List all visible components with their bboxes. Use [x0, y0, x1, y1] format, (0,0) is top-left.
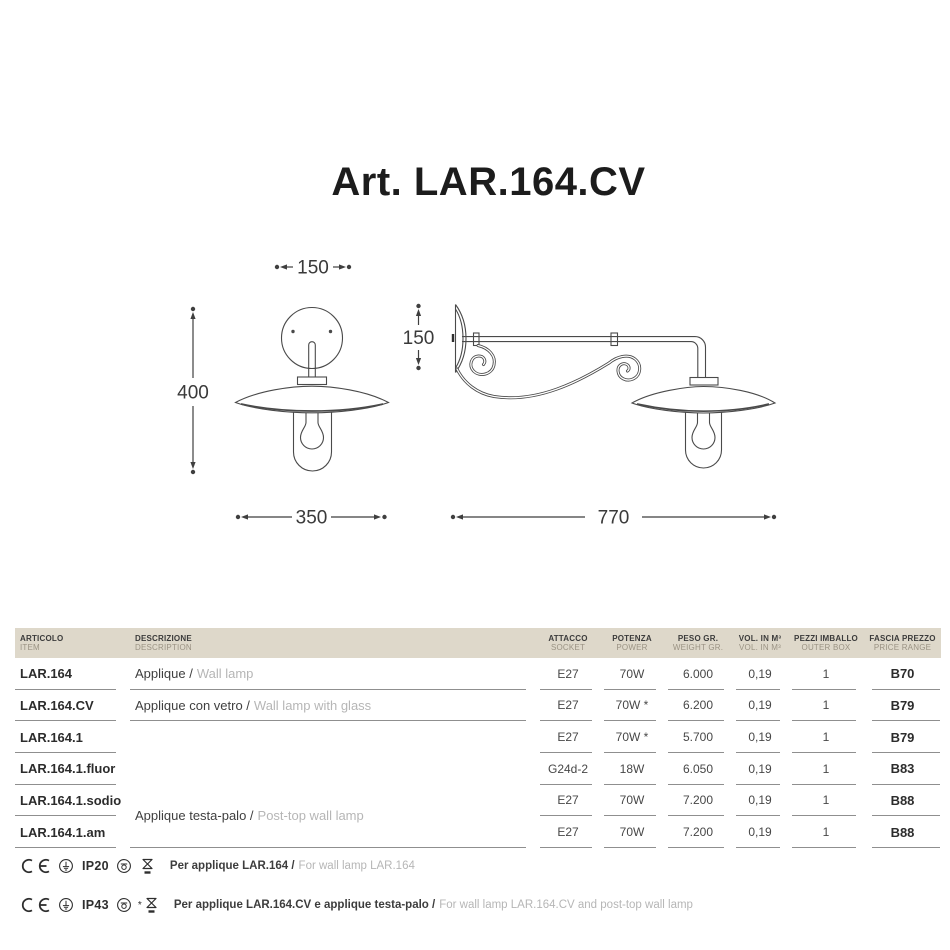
socket-cell: E27	[536, 690, 600, 722]
front-glass-tube	[294, 413, 332, 472]
socket-cell: E27	[536, 658, 600, 690]
side-bulb	[692, 413, 715, 449]
weight-cell: 6.000	[664, 658, 732, 690]
dim-label-150-side: 150	[402, 328, 435, 349]
front-view-drawing	[177, 258, 388, 529]
ce-mark-icon	[20, 858, 52, 874]
side-glass-tube	[686, 413, 722, 469]
side-wall-screw	[452, 334, 454, 342]
dim-label-400: 400	[177, 382, 209, 404]
hourglass-symbol-icon	[141, 858, 154, 875]
pieces-cell: 1	[788, 816, 864, 848]
volume-cell: 0,19	[732, 816, 788, 848]
dimension-side-height	[403, 304, 435, 370]
article-cell: LAR.164.CV	[15, 690, 130, 722]
table-row	[15, 753, 941, 785]
table-body	[15, 658, 941, 848]
front-wall-plate	[282, 308, 343, 369]
pieces-cell: 1	[788, 721, 864, 753]
description-cell: Applique / Wall lamp	[130, 658, 536, 690]
side-arm-inner	[462, 342, 698, 378]
earth-ground-icon	[58, 897, 74, 913]
header-volume: VOL. IN M³ VOL. IN M³	[738, 633, 782, 652]
lamp-symbol-icon	[116, 858, 132, 874]
weight-cell: 7.200	[664, 785, 732, 817]
footnote-ip43	[20, 894, 693, 916]
merged-description-cell: Applique testa-palo / Post-top wall lamp	[135, 808, 364, 823]
weight-cell: 7.200	[664, 816, 732, 848]
table-row	[15, 721, 941, 753]
ce-mark-icon	[20, 897, 52, 913]
side-wall-plate	[456, 305, 467, 373]
socket-cell: E27	[536, 785, 600, 817]
lamp-symbol-icon	[116, 897, 132, 913]
volume-cell: 0,19	[732, 658, 788, 690]
header-potenza: POTENZA POWER	[612, 633, 652, 652]
socket-cell: E27	[536, 721, 600, 753]
asterisk: *	[137, 899, 142, 911]
volume-cell: 0,19	[732, 753, 788, 785]
header-descrizione: DESCRIZIONE DESCRIPTION	[135, 633, 192, 652]
power-cell: 70W *	[600, 721, 664, 753]
pieces-cell: 1	[788, 785, 864, 817]
side-view-drawing	[403, 304, 777, 529]
socket-cell: E27	[536, 816, 600, 848]
article-cell: LAR.164	[15, 658, 130, 690]
side-scroll-bracket	[457, 346, 640, 398]
power-cell: 70W	[600, 785, 664, 817]
dimension-front-base	[236, 508, 387, 529]
price-cell: B88	[864, 816, 941, 848]
price-cell: B83	[864, 753, 941, 785]
ip-rating: IP43	[82, 898, 109, 912]
header-fascia: FASCIA PREZZO PRICE RANGE	[869, 633, 936, 652]
price-cell: B79	[864, 721, 941, 753]
power-cell: 18W	[600, 753, 664, 785]
dimension-side-length	[451, 508, 776, 529]
dimension-front-width	[275, 258, 351, 279]
article-cell: LAR.164.1.fluor	[15, 753, 130, 785]
footnote-text: Per applique LAR.164 / For wall lamp LAR.164	[169, 860, 415, 872]
dim-label-350: 350	[295, 507, 328, 529]
header-peso: PESO GR. WEIGHT GR.	[672, 633, 724, 652]
side-mount-block	[690, 378, 718, 386]
footnote-text: Per applique LAR.164.CV e applique testa-palo / For wall lamp LAR.164.CV and post-top wall lamp	[173, 899, 693, 911]
table-header-row	[15, 628, 941, 658]
front-stem	[309, 342, 316, 377]
socket-cell: G24d-2	[536, 753, 600, 785]
front-shade	[236, 386, 389, 413]
front-bulb	[301, 413, 324, 449]
pieces-cell: 1	[788, 658, 864, 690]
page-title: Art. LAR.164.CV	[331, 160, 646, 204]
weight-cell: 6.050	[664, 753, 732, 785]
dimension-front-height	[177, 307, 209, 474]
dim-label-150-top: 150	[297, 257, 329, 279]
volume-cell: 0,19	[732, 721, 788, 753]
hourglass-symbol-icon	[145, 897, 158, 914]
article-cell: LAR.164.1	[15, 721, 130, 753]
technical-drawing	[150, 240, 830, 540]
description-cell: Applique con vetro / Wall lamp with glass	[130, 690, 536, 722]
front-mount-block	[298, 377, 327, 385]
volume-cell: 0,19	[732, 785, 788, 817]
earth-ground-icon	[58, 858, 74, 874]
side-shade-rim	[637, 404, 769, 411]
price-cell: B70	[864, 658, 941, 690]
power-cell: 70W	[600, 816, 664, 848]
weight-cell: 6.200	[664, 690, 732, 722]
weight-cell: 5.700	[664, 721, 732, 753]
power-cell: 70W *	[600, 690, 664, 722]
front-shade-rim	[241, 404, 383, 411]
description-cell	[130, 753, 536, 785]
article-cell: LAR.164.1.sodio	[15, 785, 130, 817]
front-screw-left	[291, 330, 294, 333]
dim-label-770: 770	[597, 507, 630, 529]
side-arm-collar-1	[474, 333, 480, 346]
side-arm-outer	[462, 337, 706, 378]
front-screw-right	[329, 330, 332, 333]
table-row	[15, 690, 941, 722]
price-cell: B79	[864, 690, 941, 722]
description-cell	[130, 721, 536, 753]
header-attacco: ATTACCO SOCKET	[548, 633, 588, 652]
pieces-cell: 1	[788, 690, 864, 722]
header-pezzi: PEZZI IMBALLO OUTER BOX	[794, 633, 858, 652]
power-cell: 70W	[600, 658, 664, 690]
volume-cell: 0,19	[732, 690, 788, 722]
header-articolo: ARTICOLO ITEM	[20, 633, 64, 652]
spec-table	[15, 628, 941, 848]
table-row	[15, 658, 941, 690]
pieces-cell: 1	[788, 753, 864, 785]
side-arm-collar-2	[611, 333, 618, 346]
side-shade	[632, 387, 775, 414]
article-cell: LAR.164.1.am	[15, 816, 130, 848]
ip-rating: IP20	[82, 859, 109, 873]
footnote-ip20	[20, 855, 415, 877]
price-cell: B88	[864, 785, 941, 817]
